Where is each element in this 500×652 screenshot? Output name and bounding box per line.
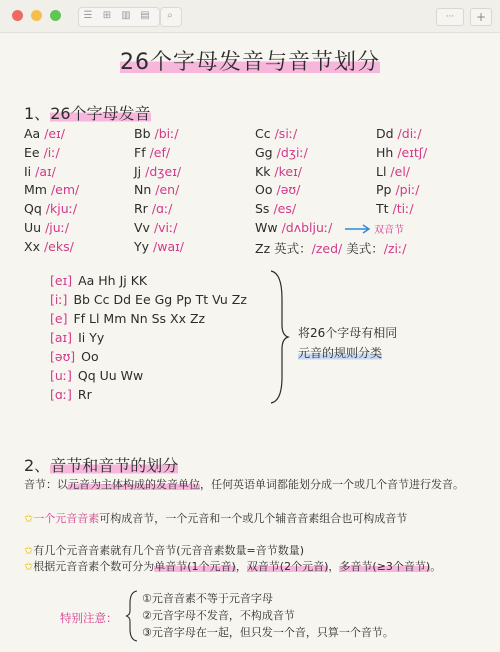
page-title (120, 45, 380, 76)
rule3-single: 单音节(1个元音) (154, 560, 236, 573)
letter-phonetic: /juː/ (45, 220, 70, 235)
def-highlight: 元音为主体构成的发音单位 (68, 478, 200, 491)
list-icon[interactable]: ☰ (83, 10, 93, 21)
letter-item (376, 164, 410, 179)
letter-glyph: Cc (255, 126, 271, 141)
letter-glyph: Aa (24, 126, 41, 141)
vowel-symbol: [uː] (50, 368, 72, 383)
letter-glyph: Vv (134, 220, 150, 235)
maximize-window-button[interactable] (50, 10, 61, 21)
zz-uk-label: 英式： (274, 241, 312, 256)
zz-us-label: 美式： (346, 241, 384, 256)
vowel-group-row (50, 349, 99, 364)
letter-item (134, 220, 177, 235)
letter-item (24, 164, 56, 179)
vowel-symbol: [eɪ] (50, 273, 73, 288)
letter-item (24, 239, 74, 254)
special-note-item: ①元音音素不等于元音字母 (142, 592, 273, 605)
brace-note-line1: 将26个字母有相同 (298, 326, 398, 340)
section1-number: 1、 (24, 104, 51, 123)
letter-glyph: Qq (24, 201, 42, 217)
syllable-definition (24, 477, 474, 493)
rule1-pink: 一个元音音素 (33, 512, 100, 525)
toolbar (0, 0, 500, 33)
letter-phonetic: /waɪ/ (153, 238, 184, 254)
zz-letter: Zz (255, 241, 271, 256)
small-brace-icon (124, 589, 140, 643)
vowel-group-row (50, 368, 143, 383)
rule3-sep2: ， (328, 560, 340, 573)
letter-glyph: Gg (255, 144, 273, 160)
vowel-letters: Aa Hh Jj KK (78, 273, 148, 288)
vowel-letters: Rr (77, 387, 92, 402)
letter-phonetic: /keɪ/ (274, 163, 302, 179)
letter-phonetic: /em/ (50, 182, 80, 198)
letter-item (376, 182, 420, 197)
vowel-letters: Oo (81, 349, 99, 364)
map-icon[interactable]: ▥ (121, 10, 131, 21)
letter-phonetic: /kjuː/ (45, 201, 78, 217)
vowel-group-row (50, 292, 247, 307)
letter-glyph: Kk (255, 163, 271, 179)
letter-glyph: Tt (376, 201, 389, 217)
minimize-window-button[interactable] (31, 10, 42, 21)
letter-glyph: Ll (376, 163, 387, 179)
section2-heading (24, 453, 178, 476)
rule-1 (24, 511, 476, 527)
letter-glyph: Nn (134, 182, 152, 198)
letter-item (134, 164, 181, 179)
section1-heading (24, 101, 151, 124)
section2-number: 2、 (24, 456, 51, 475)
letter-phonetic: /el/ (390, 163, 411, 179)
section1-title: 26个字母发音 (50, 104, 151, 123)
rule1-rest: 可构成音节，一个元音和一个或几个辅音音素组合也可构成音节 (99, 512, 408, 525)
rule3-multi: 多音节(≥3个音节) (339, 560, 431, 573)
grid-icon[interactable]: ⊞ (102, 10, 112, 21)
more-button[interactable]: ··· (436, 8, 464, 26)
rule3-double: 双音节(2个元音) (246, 560, 329, 573)
vowel-symbol: [ɑː] (50, 387, 72, 402)
letter-phonetic: /tiː/ (392, 201, 414, 217)
special-notes (142, 590, 394, 641)
letter-phonetic: /piː/ (395, 182, 420, 198)
zz-row (255, 239, 406, 257)
letter-glyph: Hh (376, 144, 394, 160)
arrow-icon (344, 223, 374, 235)
special-note-item: ②元音字母不发音，不构成音节 (142, 609, 295, 622)
vowel-symbol: [əʊ] (50, 349, 76, 364)
letter-glyph: Ss (255, 201, 270, 217)
star-icon: ✩ (24, 512, 34, 525)
letter-phonetic: /en/ (155, 182, 180, 198)
letter-glyph: Rr (134, 201, 148, 217)
ww-note: 双音节 (374, 225, 404, 236)
note-canvas (0, 33, 500, 652)
vowel-group-row (50, 273, 147, 288)
letter-phonetic: /eɪ/ (44, 126, 65, 141)
star-icon: ✩ (24, 544, 34, 557)
close-window-button[interactable] (12, 10, 23, 21)
brace-note (298, 323, 397, 363)
letter-glyph: Uu (24, 220, 42, 235)
special-label: 特别注意： (60, 611, 118, 625)
letter-phonetic: /es/ (273, 201, 297, 217)
letter-glyph: Ee (24, 144, 40, 160)
letter-item (24, 201, 77, 216)
letter-item (255, 164, 302, 179)
letter-phonetic: /ef/ (149, 144, 171, 160)
letter-item (376, 145, 427, 160)
vowel-symbol: [e] (50, 311, 68, 326)
vowel-symbol: [aɪ] (50, 330, 73, 345)
vowel-group-row (50, 311, 205, 326)
section2-title: 音节和音节的划分 (50, 456, 179, 475)
letter-item (134, 182, 179, 197)
star-icon: ✩ (24, 560, 34, 573)
def-prefix: 音节：以 (24, 478, 68, 491)
vowel-letters: Bb Cc Dd Ee Gg Pp Tt Vu Zz (73, 292, 247, 307)
letter-phonetic: /biː/ (154, 126, 179, 141)
letter-phonetic: /aɪ/ (35, 163, 56, 179)
letter-phonetic: /dʒiː/ (276, 144, 308, 160)
letter-glyph: Oo (255, 182, 273, 198)
zz-us: /ziː/ (383, 241, 407, 256)
rule3-a: 根据元音音素个数可分为 (33, 560, 155, 573)
letter-glyph: Bb (134, 126, 151, 141)
letter-phonetic: /əʊ/ (276, 182, 301, 198)
letter-phonetic: /eɪtʃ/ (397, 144, 428, 160)
search-icon[interactable]: ⌕ (167, 10, 173, 21)
vowel-letters: Ff Ll Mm Nn Ss Xx Zz (73, 311, 206, 326)
vowel-group-row (50, 387, 92, 402)
rule3-sep1: ， (235, 560, 247, 573)
letter-item (376, 126, 422, 141)
letter-item (24, 220, 69, 235)
letter-glyph: Mm (24, 182, 47, 198)
letter-item (134, 145, 170, 160)
letter-glyph: Pp (376, 182, 392, 198)
letter-phonetic: /ɑː/ (151, 201, 173, 217)
letter-glyph: Ii (24, 163, 32, 179)
def-rest: ，任何英语单词都能划分成一个或几个音节进行发音。 (200, 478, 464, 491)
letter-phonetic: /dʒeɪ/ (145, 163, 182, 179)
brace-note-line2: 元音的规则分类 (298, 346, 383, 360)
rule3-end: 。 (430, 560, 442, 573)
letter-phonetic: /siː/ (274, 126, 298, 141)
letter-item (24, 126, 65, 141)
vowel-letters: Qq Uu Ww (77, 368, 144, 383)
letter-item (255, 145, 308, 160)
page-title-text: 26个字母发音与音节划分 (120, 50, 380, 75)
letter-glyph: Yy (134, 238, 150, 254)
rule-3 (24, 559, 476, 575)
letter-phonetic: /eks/ (43, 238, 74, 254)
letter-glyph: Xx (24, 238, 40, 254)
rule2-text: 有几个元音音素就有几个音节(元音音素数量=音节数量) (33, 544, 305, 557)
letter-item (376, 201, 414, 216)
letter-item (255, 182, 300, 197)
letter-glyph: Ff (134, 144, 146, 160)
letter-item (255, 220, 332, 235)
rule-2 (24, 543, 476, 559)
add-button[interactable]: + (470, 8, 492, 26)
letter-item (134, 126, 179, 141)
letter-glyph: Jj (134, 163, 142, 179)
letter-item (255, 201, 296, 216)
letter-phonetic: /dʌbljuː/ (281, 220, 333, 235)
special-note-item: ③元音字母在一起，但只发一个音，只算一个音节。 (142, 626, 394, 639)
vowel-group-row (50, 330, 104, 345)
brace-icon (268, 269, 290, 405)
letter-item (24, 182, 79, 197)
letter-item (134, 239, 184, 254)
letter-phonetic: /viː/ (153, 220, 178, 235)
zz-uk: /zed/ (311, 241, 343, 256)
vowel-letters: Ii Yy (78, 330, 105, 345)
letter-phonetic: /iː/ (43, 144, 60, 160)
letter-glyph: Ww (255, 220, 278, 235)
letter-item (24, 145, 60, 160)
letter-phonetic: /diː/ (397, 126, 422, 141)
calendar-icon[interactable]: ▤ (140, 10, 150, 21)
letter-glyph: Dd (376, 126, 394, 141)
letter-item (255, 126, 297, 141)
letter-item (134, 201, 172, 216)
vowel-symbol: [iː] (50, 292, 68, 307)
